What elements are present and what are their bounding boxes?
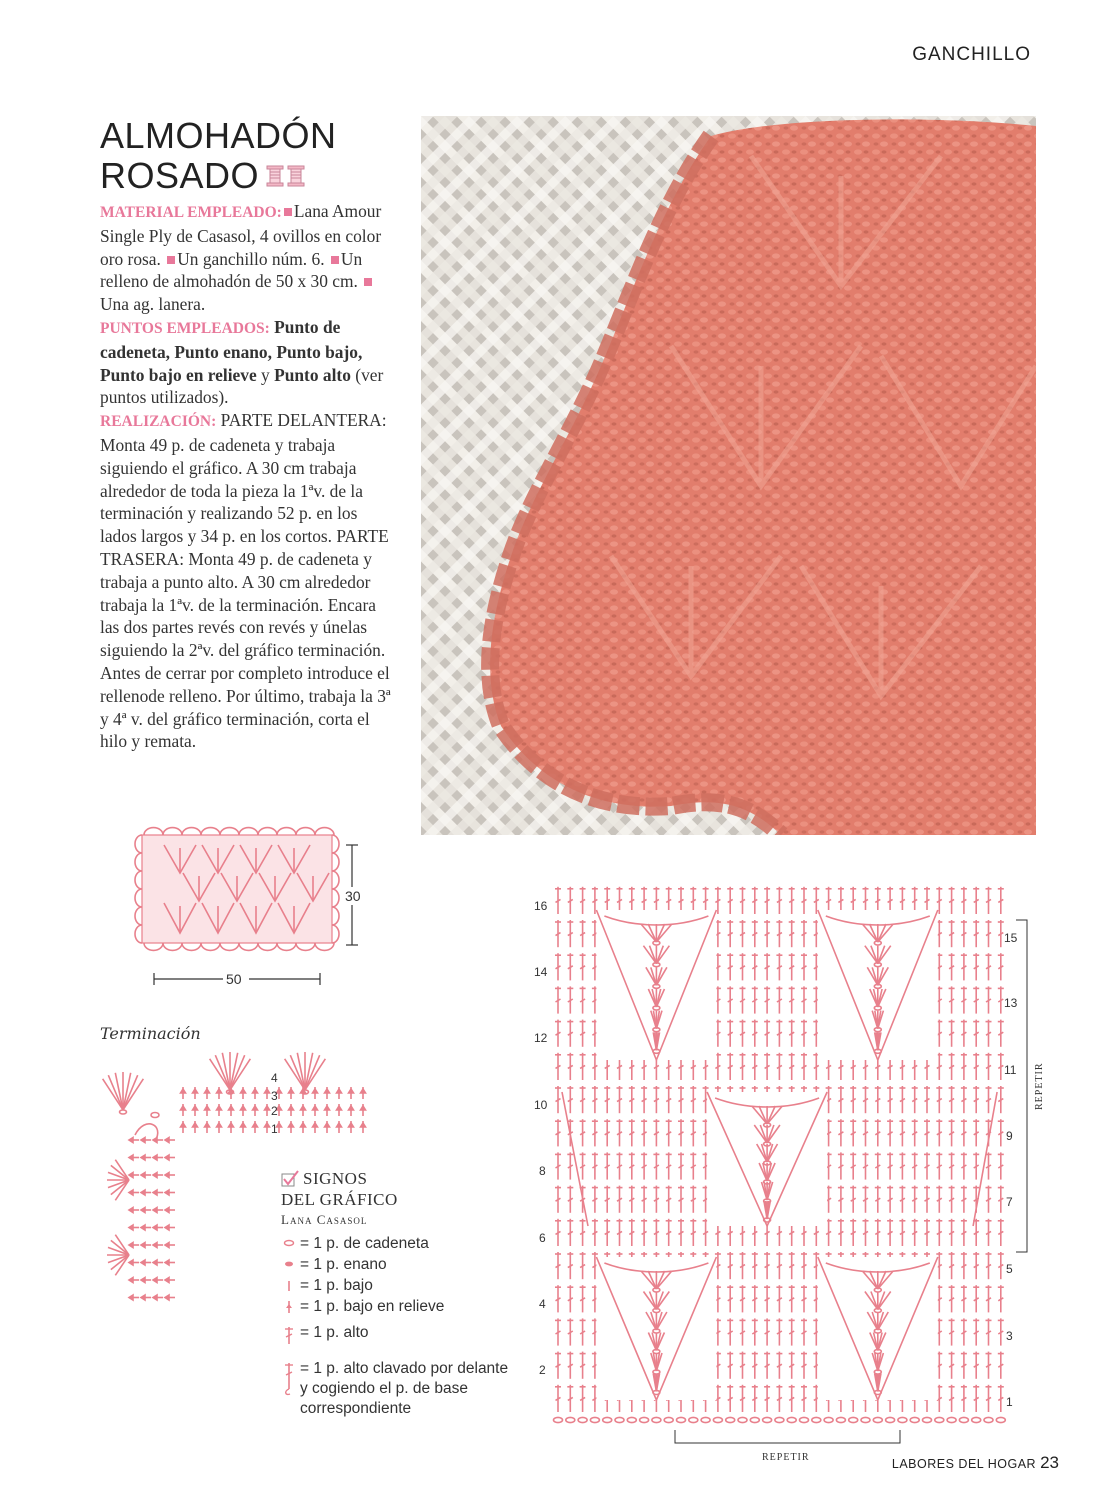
term-row-2: 2: [271, 1104, 278, 1118]
repeat-horizontal-label: REPETIR: [762, 1452, 810, 1463]
row-number-2: 2: [539, 1363, 546, 1377]
slip-stitch-icon: [281, 1255, 297, 1269]
height-label: 30: [345, 888, 361, 904]
legend-title-2: DEL GRÁFICO: [281, 1190, 398, 1209]
termination-title: Terminación: [100, 1024, 201, 1043]
legend-item-front-post: [281, 1359, 511, 1419]
check-icon: [281, 1170, 301, 1193]
row-number-7: 7: [1006, 1195, 1013, 1209]
legend-text: = 1 p. de cadeneta: [300, 1235, 429, 1252]
single-crochet-icon: [281, 1276, 297, 1292]
legend-text: = 1 p. bajo en relieve: [300, 1298, 445, 1315]
row-number-16: 16: [534, 899, 548, 913]
page-number: 23: [1040, 1453, 1059, 1472]
legend-item-chain: [281, 1234, 511, 1254]
stitch-chart: [530, 880, 1060, 1470]
row-number-12: 12: [534, 1031, 548, 1045]
legend-subtitle: Lana Casasol: [281, 1212, 368, 1227]
row-number-8: 8: [539, 1164, 546, 1178]
row-number-15: 15: [1004, 931, 1018, 945]
thread-spool-icon: [265, 164, 307, 188]
term-row-4: 4: [271, 1071, 278, 1085]
legend-item-slip: [281, 1255, 511, 1275]
row-number-6: 6: [539, 1231, 546, 1245]
title-line-2: ROSADO: [100, 155, 260, 196]
row-number-1: 1: [1006, 1395, 1013, 1409]
legend-text: = 1 p. alto: [300, 1324, 369, 1341]
stitches-list: Punto de cadeneta, Punto enano, Punto bajo, Punto bajo en relieve: [100, 316, 363, 385]
stitches-label: PUNTOS EMPLEADOS:: [100, 319, 270, 337]
row-number-4: 4: [539, 1297, 546, 1311]
row-number-5: 5: [1006, 1262, 1013, 1276]
magazine-name: LABORES DEL HOGAR: [891, 1457, 1037, 1471]
chart-legend: [281, 1168, 511, 1420]
relief-single-crochet-icon: [281, 1297, 297, 1315]
width-label: 50: [226, 971, 242, 987]
row-number-9: 9: [1006, 1129, 1013, 1143]
double-crochet-icon: [281, 1323, 297, 1345]
legend-text: = 1 p. bajo: [300, 1277, 373, 1294]
pattern-title: [100, 116, 337, 196]
legend-title-1: SIGNOS: [303, 1169, 368, 1188]
stitches-note: (ver puntos utilizados).: [100, 364, 384, 408]
material-item-1: Lana Amour Single Ply de Casasol, 4 ovillos en color oro rosa.: [100, 201, 382, 269]
stitches-last: Punto alto: [274, 364, 351, 385]
front-post-double-crochet-icon: [281, 1359, 297, 1397]
chain-stitch-icon: [281, 1234, 297, 1248]
row-number-14: 14: [534, 965, 548, 979]
instructions-text: [100, 200, 394, 753]
legend-item-single: [281, 1276, 511, 1296]
section-title: GANCHILLO: [912, 44, 1031, 65]
row-number-13: 13: [1004, 996, 1018, 1010]
realization-label: REALIZACIÓN:: [100, 413, 217, 431]
legend-text: = 1 p. alto clavado por delante y cogiendo el p. de base correspondiente: [300, 1360, 509, 1417]
title-line-1: ALMOHADÓN: [100, 115, 337, 156]
legend-item-relief: [281, 1297, 511, 1317]
legend-item-double: [281, 1323, 511, 1345]
term-row-3: 3: [271, 1089, 278, 1103]
realization-text: PARTE DELANTERA: Monta 49 p. de cadeneta y trabaja siguiendo el gráfico. A 30 cm trabaja alrededor de toda la pieza la 1ªv. de la terminación y realizando 52 p. en los lados largos y 34 p. en los cortos. PARTE TRASERA: Monta 49 p. de cadeneta y trabaja a punto alto. A 30 cm alrededor trabaja la 1ªv. de la terminación. Encara las dos partes revés con revés y únelas siguiendo la 2ªv. del gráfico terminación. Antes de cerrar por completo introduce el rellenode relleno. Por último, trabaja la 3ª y 4ª v. del gráfico terminación, corta el hilo y remata.: [100, 410, 391, 752]
row-number-11: 11: [1004, 1063, 1017, 1077]
size-schematic: [130, 825, 370, 990]
page-footer: [892, 1453, 1059, 1473]
material-item-2: Un ganchillo núm. 6.: [177, 248, 325, 269]
material-item-4: Una ag. lanera.: [100, 294, 206, 315]
term-row-1: 1: [271, 1122, 278, 1136]
cushion-photo: [421, 116, 1036, 835]
row-number-3: 3: [1006, 1329, 1013, 1343]
repeat-vertical-label: REPETIR: [1034, 1062, 1045, 1110]
stitches-and: y: [261, 364, 270, 385]
legend-text: = 1 p. enano: [300, 1256, 387, 1273]
material-label: MATERIAL EMPLEADO:: [100, 204, 282, 221]
row-number-10: 10: [534, 1098, 548, 1112]
material-item-3: Un relleno de almohadón de 50 x 30 cm.: [100, 248, 363, 292]
